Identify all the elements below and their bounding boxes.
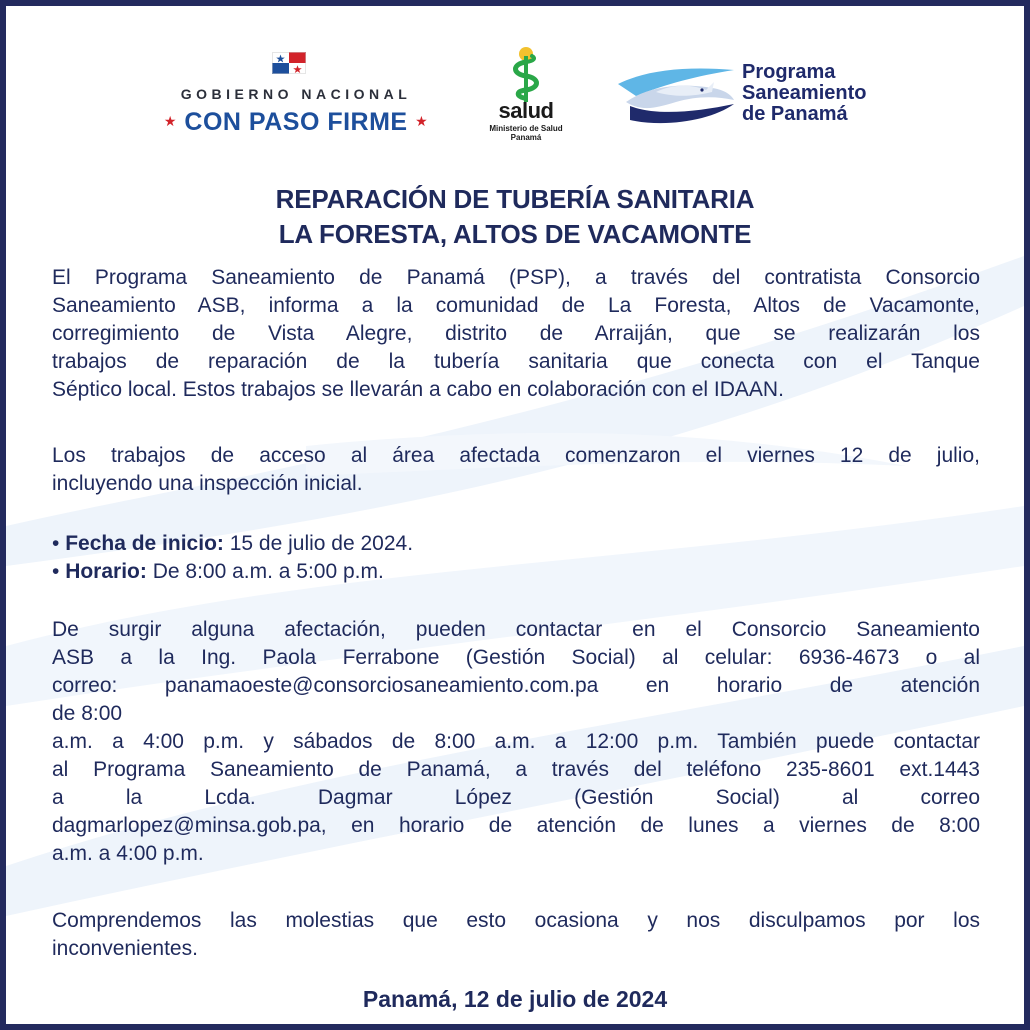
title-line: REPARACIÓN DE TUBERÍA SANITARIA	[275, 184, 755, 214]
paragraph-line: a la Lcda. Dagmar López (Gestión Social) al correo	[52, 786, 980, 809]
paragraph-line: de 8:00	[52, 702, 123, 725]
star-icon: ★	[163, 112, 177, 129]
paragraph-line: Séptico local. Estos trabajos se llevarán a cabo en colaboración con el IDAAN.	[52, 378, 784, 401]
schedule-list	[52, 530, 980, 586]
paragraph-access	[52, 442, 980, 498]
paragraph-line: dagmarlopez@minsa.gob.pa, en horario de atención de lunes a viernes de 8:00	[52, 814, 980, 837]
list-item-label: Horario:	[65, 560, 147, 583]
star-icon: ★	[415, 112, 429, 129]
list-item-value: De 8:00 a.m. a 5:00 p.m.	[146, 560, 384, 583]
gobierno-top-text: GOBIERNO NACIONAL	[180, 86, 412, 102]
paragraph-line: corregimiento de Vista Alegre, distrito de Arraiján, que se realizarán los	[52, 322, 980, 345]
paragraph-line: Comprendemos las molestias que esto ocasiona y nos disculpamos por los	[52, 909, 980, 932]
date-footer: Panamá, 12 de julio de 2024	[362, 986, 668, 1012]
list-item-label: Fecha de inicio:	[65, 532, 224, 555]
psp-line: de Panamá	[742, 103, 848, 125]
salud-wordmark: salud	[498, 98, 554, 123]
announcement-content	[6, 6, 1024, 1024]
paragraph-line: al Programa Saneamiento de Panamá, a través del teléfono 235-8601 ext.1443	[52, 758, 980, 781]
salud-subtitle-line: Ministerio de Salud	[489, 124, 563, 133]
salud-subtitle-line: Panamá	[510, 133, 542, 142]
paragraph-line: correo: panamaoeste@consorciosaneamiento.com.pa en horario de atención	[52, 674, 980, 697]
page-title	[6, 182, 1024, 252]
paragraph-line: Saneamiento ASB, informa a la comunidad de La Foresta, Altos de Vacamonte,	[52, 294, 980, 317]
title-line: LA FORESTA, ALTOS DE VACAMONTE	[278, 219, 752, 249]
paragraph-line: trabajos de reparación de la tubería sanitaria que conecta con el Tanque	[52, 350, 980, 373]
paragraph-line: a.m. a 4:00 p.m.	[52, 842, 204, 865]
paragraph-line: El Programa Saneamiento de Panamá (PSP), a través del contratista Consorcio	[52, 266, 980, 289]
paragraph-line: inconvenientes.	[52, 937, 198, 960]
gobierno-slogan: CON PASO FIRME	[184, 108, 408, 136]
paragraph-line: incluyendo una inspección inicial.	[52, 472, 363, 495]
paragraph-line: Los trabajos de acceso al área afectada comenzaron el viernes 12 de julio,	[52, 444, 980, 467]
list-item: • Fecha de inicio: 15 de julio de 2024.	[52, 532, 414, 555]
list-item: • Horario: De 8:00 a.m. a 5:00 p.m.	[52, 560, 384, 583]
paragraph-intro	[52, 264, 980, 404]
paragraph-line: a.m. a 4:00 p.m. y sábados de 8:00 a.m. a 12:00 p.m. También puede contactar	[52, 730, 980, 753]
paragraph-apology	[52, 907, 980, 963]
paragraph-contact	[52, 616, 980, 868]
paragraph-line: ASB a la Ing. Paola Ferrabone (Gestión Social) al celular: 6936-4673 o al	[52, 646, 980, 669]
psp-line: Saneamiento	[742, 82, 867, 104]
psp-line: Programa	[742, 61, 836, 83]
paragraph-line: De surgir alguna afectación, pueden contactar en el Consorcio Saneamiento	[52, 618, 980, 641]
list-item-value: 15 de julio de 2024.	[223, 532, 414, 555]
